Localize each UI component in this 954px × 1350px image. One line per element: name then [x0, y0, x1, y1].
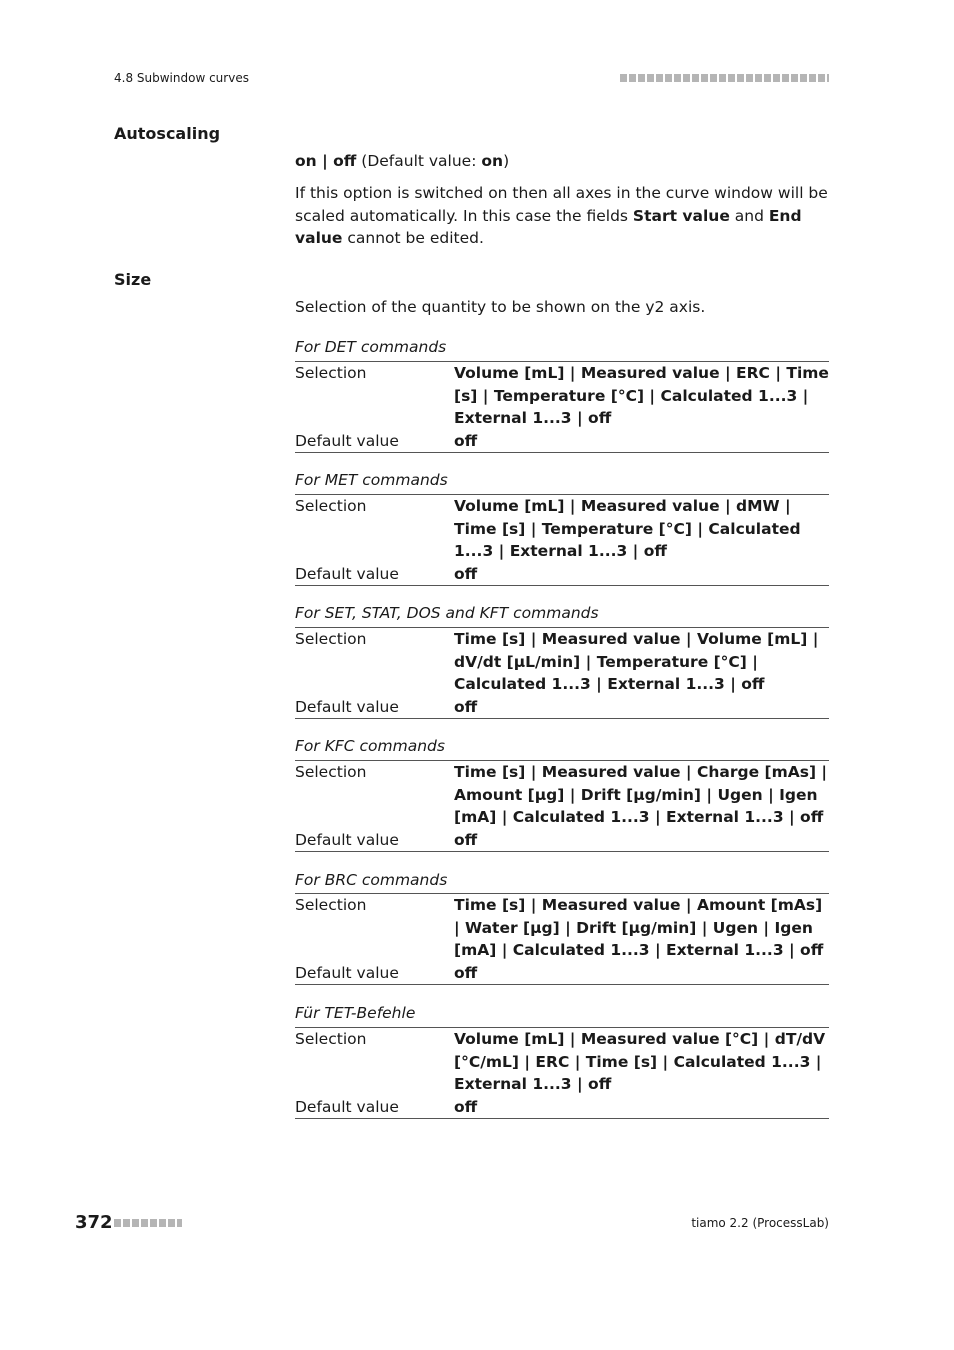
autoscaling-default-label: (Default value:: [356, 152, 482, 170]
selection-value: Volume [mL] | Measured value [°C] | dT/dV [°C/mL] | ERC | Time [s] | Calculated 1...3 | External 1...3 | off: [454, 1030, 826, 1093]
table-row: [295, 761, 829, 829]
selection-label: Selection: [295, 630, 367, 648]
autoscaling-default-close: ): [503, 152, 510, 170]
table-row: [295, 696, 829, 719]
autoscaling-desc-and: and: [729, 206, 769, 225]
selection-label: Selection: [295, 497, 367, 515]
table-row: [295, 829, 829, 852]
table-caption-kfc: For KFC commands: [295, 737, 445, 755]
autoscaling-options: [295, 150, 829, 173]
default-value: off: [454, 431, 478, 450]
running-header-section: 4.8 Subwindow curves: [114, 71, 249, 85]
table-caption-brc: For BRC commands: [295, 871, 448, 889]
table-row: [295, 430, 829, 453]
table-caption-set-stat-dos-kft: For SET, STAT, DOS and KFT commands: [295, 604, 599, 622]
table-row: [295, 962, 829, 985]
selection-value: Time [s] | Measured value | Charge [mAs] | Amount [µg] | Drift [µg/min] | Ugen | Igen [mA] | Calculated 1...3 | External 1...3 | off: [454, 763, 828, 826]
selection-label: Selection: [295, 896, 367, 914]
table-caption-met: For MET commands: [295, 471, 448, 489]
table-set-stat-dos-kft: [295, 627, 829, 719]
selection-value: Volume [mL] | Measured value | ERC | Time [s] | Temperature [°C] | Calculated 1...3 | External 1...3 | off: [454, 364, 829, 427]
footer-decoration-bar: [114, 1219, 182, 1227]
table-caption-tet: Für TET-Befehle: [295, 1004, 416, 1022]
default-label: Default value: [295, 697, 399, 716]
table-met: [295, 494, 829, 586]
end-value-field-ref: End value: [295, 206, 802, 247]
selection-label: Selection: [295, 364, 367, 382]
default-value: off: [454, 1097, 478, 1116]
table-caption-det: For DET commands: [295, 338, 447, 356]
table-tet: [295, 1027, 829, 1119]
start-value-field-ref: Start value: [632, 206, 730, 225]
table-row: [295, 894, 829, 962]
autoscaling-title: Autoscaling: [114, 124, 221, 143]
size-title: Size: [114, 270, 152, 289]
default-value: off: [454, 963, 478, 982]
default-label: Default value: [295, 830, 399, 849]
table-row: [295, 1028, 829, 1096]
selection-label: Selection: [295, 763, 367, 781]
autoscaling-default-value: on: [481, 152, 504, 170]
default-value: off: [454, 564, 478, 583]
default-label: Default value: [295, 564, 399, 583]
table-row: [295, 628, 829, 696]
default-label: Default value: [295, 963, 399, 982]
header-decoration-bar: [620, 74, 829, 82]
default-label: Default value: [295, 1097, 399, 1116]
selection-value: Time [s] | Measured value | Amount [mAs] | Water [µg] | Drift [µg/min] | Ugen | Igen [mA] | Calculated 1...3 | External 1...3 | off: [454, 896, 824, 959]
selection-value: Time [s] | Measured value | Volume [mL] | dV/dt [µL/min] | Temperature [°C] | Calculated 1...3 | External 1...3 | off: [454, 630, 819, 693]
autoscaling-options-values: on | off: [295, 152, 357, 170]
size-description: Selection of the quantity to be shown on the y2 axis.: [295, 298, 706, 316]
table-row: [295, 1096, 829, 1119]
table-row: [295, 563, 829, 586]
autoscaling-desc-part2: cannot be edited.: [342, 229, 484, 247]
product-name: tiamo 2.2 (ProcessLab): [691, 1216, 829, 1230]
default-label: Default value: [295, 431, 399, 450]
table-det: [295, 361, 829, 453]
table-brc: [295, 893, 829, 985]
selection-value: Volume [mL] | Measured value | dMW | Time [s] | Temperature [°C] | Calculated 1...3 | External 1...3 | off: [454, 497, 801, 560]
table-row: [295, 495, 829, 563]
table-row: [295, 362, 829, 430]
table-kfc: [295, 760, 829, 852]
selection-label: Selection: [295, 1030, 367, 1048]
autoscaling-description: [295, 182, 829, 250]
page-number: 372: [75, 1212, 113, 1233]
default-value: off: [454, 697, 478, 716]
default-value: off: [454, 830, 478, 849]
autoscaling-desc-part1: If this option is switched on then all axes in the curve window will be scaled automatically. In this case the fields: [295, 184, 828, 225]
